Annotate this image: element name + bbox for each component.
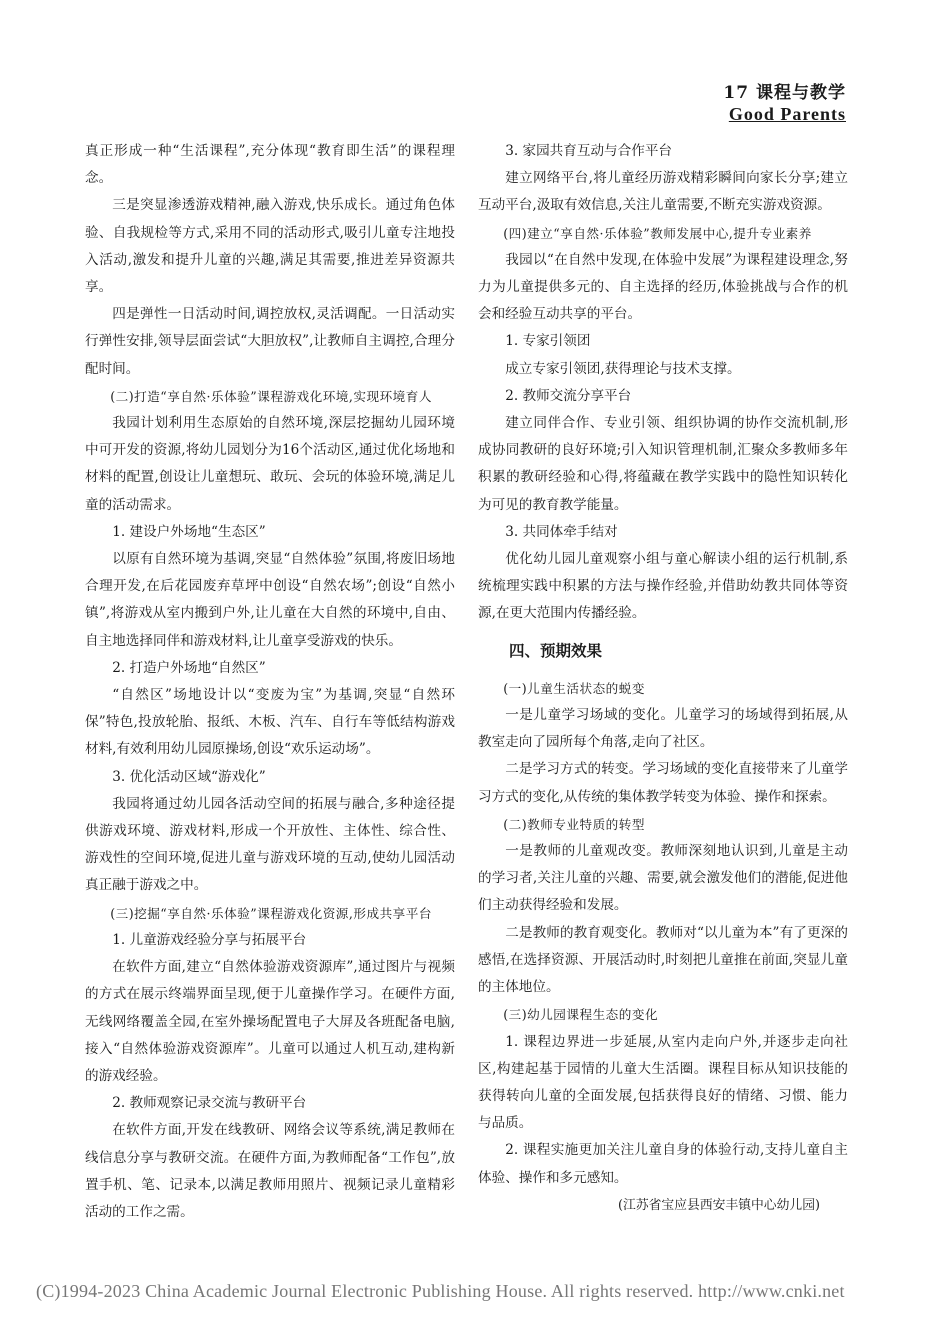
section-heading: 四、预期效果 <box>509 641 603 660</box>
right-column-paragraph: 优化幼儿园儿童观察小组与童心解读小组的运行机制,系统梳理实践中积累的方法与操作经验,并借助幼教共同体等资源,在更大范围内传播经验。 <box>478 551 848 622</box>
left-column-paragraph: (三)挖掘“享自然·乐体验”课程游戏化资源,形成共享平台 <box>110 905 432 921</box>
left-column-paragraph: 在软件方面,建立“自然体验游戏资源库”,通过图片与视频的方式在展示终端界面呈现,便于儿童操作学习。在硬件方面,无线网络覆盖全园,在室外操场配置电子大屏及各班配备电脑,接入“自然体验游戏资源库”。儿童可以通过人机互动,建构新的游戏经验。 <box>85 959 455 1084</box>
left-column-paragraph: “自然区”场地设计以“变废为宝”为基调,突显“自然环保”特色,投放轮胎、报纸、木板、汽车、自行车等低结构游戏材料,有效利用幼儿园原操场,创设“欢乐运动场”。 <box>85 687 455 758</box>
right-column-paragraph: 2. 课程实施更加关注儿童自身的体验行动,支持儿童自主体验、操作和多元感知。 <box>478 1142 848 1186</box>
right-column-paragraph: 1. 课程边界进一步延展,从室内走向户外,并逐步走向社区,构建起基于园情的儿童大生活圈。课程目标从知识技能的获得转向儿童的全面发展,包括获得良好的情绪、习惯、能力与品质。 <box>478 1033 848 1132</box>
right-column-paragraph: 二是学习方式的转变。学习场域的变化直接带来了儿童学习方式的变化,从传统的集体教学转变为体验、操作和探索。 <box>478 761 848 805</box>
left-column-paragraph: (二)打造“享自然·乐体验”课程游戏化环境,实现环境育人 <box>110 388 432 404</box>
page-section-header: 17 课程与教学 <box>723 83 846 103</box>
left-column-paragraph: 2. 打造户外场地“自然区” <box>112 659 266 676</box>
left-column-paragraph: 真正形成一种“生活课程”,充分体现“教育即生活”的课程理念。 <box>85 143 455 187</box>
right-column-paragraph: 一是教师的儿童观改变。教师深刻地认识到,儿童是主动的学习者,关注儿童的兴趣、需要,就会激发他们的潜能,促进他们主动获得经验和发展。 <box>478 843 848 914</box>
left-column <box>85 138 455 1226</box>
right-column <box>478 138 848 1219</box>
copyright-footer: (C)1994-2023 China Academic Journal Electronic Publishing House. All rights reserved. http://www.cnki.net <box>36 1281 845 1301</box>
right-column-paragraph: 建立网络平台,将儿童经历游戏精彩瞬间向家长分享;建立互动平台,汲取有效信息,关注儿童需要,不断充实游戏资源。 <box>478 170 848 214</box>
right-column-paragraph: 一是儿童学习场域的变化。儿童学习的场域得到拓展,从教室走向了园所每个角落,走向了社区。 <box>478 707 848 751</box>
left-column-paragraph: 四是弹性一日活动时间,调控放权,灵活调配。一日活动实行弹性安排,领导层面尝试“大胆放权”,让教师自主调控,合理分配时间。 <box>85 306 455 377</box>
left-column-paragraph: 2. 教师观察记录交流与教研平台 <box>112 1095 307 1112</box>
right-column-paragraph: 我园以“在自然中发现,在体验中发展”为课程建设理念,努力为儿童提供多元的、自主选择的经历,体验挑战与合作的机会和经验互动共享的平台。 <box>478 251 848 323</box>
left-column-paragraph: 在软件方面,开发在线教研、网络会议等系统,满足教师在线信息分享与教研交流。在硬件方面,为教师配备“工作包”,放置手机、笔、记录本,以满足教师用照片、视频记录儿童精彩活动的工作之需。 <box>85 1122 455 1220</box>
right-column-paragraph: 成立专家引领团,获得理论与技术支撑。 <box>505 360 741 377</box>
left-column-paragraph: 我园计划利用生态原始的自然环境,深层挖掘幼儿园环境中可开发的资源,将幼儿园划分为16个活动区,通过优化场地和材料的配置,创设让儿童想玩、敢玩、会玩的体验环境,满足儿童的活动需求。 <box>85 415 455 513</box>
right-column-paragraph: (一)儿童生活状态的蜕变 <box>503 680 645 696</box>
right-column-paragraph: 二是教师的教育观变化。教师对“以儿童为本”有了更深的感悟,在选择资源、开展活动时,时刻把儿童推在前面,突显儿童的主体地位。 <box>478 924 848 996</box>
right-column-paragraph: (二)教师专业特质的转型 <box>503 816 645 832</box>
right-column-paragraph: (四)建立“享自然·乐体验”教师发展中心,提升专业素养 <box>503 225 812 241</box>
left-column-paragraph: 1. 建设户外场地“生态区” <box>112 523 266 540</box>
right-column-paragraph: 1. 专家引领团 <box>505 333 591 350</box>
right-column-paragraph: 建立同伴合作、专业引领、组织协调的协作交流机制,形成协同教研的良好环境;引入知识管理机制,汇聚众多教师多年积累的教研经验和心得,将蕴藏在教学实践中的隐性知识转化为可见的教育教学能量。 <box>478 415 848 513</box>
magazine-title: Good Parents <box>728 104 846 124</box>
right-column-paragraph: (三)幼儿园课程生态的变化 <box>503 1007 659 1023</box>
right-column-paragraph: 3. 家园共育互动与合作平台 <box>505 143 673 159</box>
left-column-paragraph: 三是突显渗透游戏精神,融入游戏,快乐成长。通过角色体验、自我规检等方式,采用不同的活动形式,吸引儿童专注地投入活动,激发和提升儿童的兴趣,满足其需要,推进差异资源共享。 <box>85 197 455 296</box>
left-column-paragraph: 1. 儿童游戏经验分享与拓展平台 <box>112 931 307 948</box>
left-column-paragraph: 3. 优化活动区域“游戏化” <box>112 768 266 785</box>
author-affiliation: (江苏省宝应县西安丰镇中心幼儿园) <box>618 1197 820 1213</box>
right-column-paragraph: 3. 共同体牵手结对 <box>505 523 618 540</box>
left-column-paragraph: 以原有自然环境为基调,突显“自然体验”氛围,将废旧场地合理开发,在后花园废弃草坪中创设“自然农场”;创设“自然小镇”,将游戏从室内搬到户外,让儿童在大自然的环境中,自由、自主地选择同伴和游戏材料,让儿童享受游戏的快乐。 <box>85 551 455 649</box>
left-column-paragraph: 我园将通过幼儿园各活动空间的拓展与融合,多种途径提供游戏环境、游戏材料,形成一个开放性、主体性、综合性、游戏性的空间环境,促进儿童与游戏环境的互动,使幼儿园活动真正融于游戏之中。 <box>85 795 455 894</box>
right-column-paragraph: 2. 教师交流分享平台 <box>505 387 632 404</box>
